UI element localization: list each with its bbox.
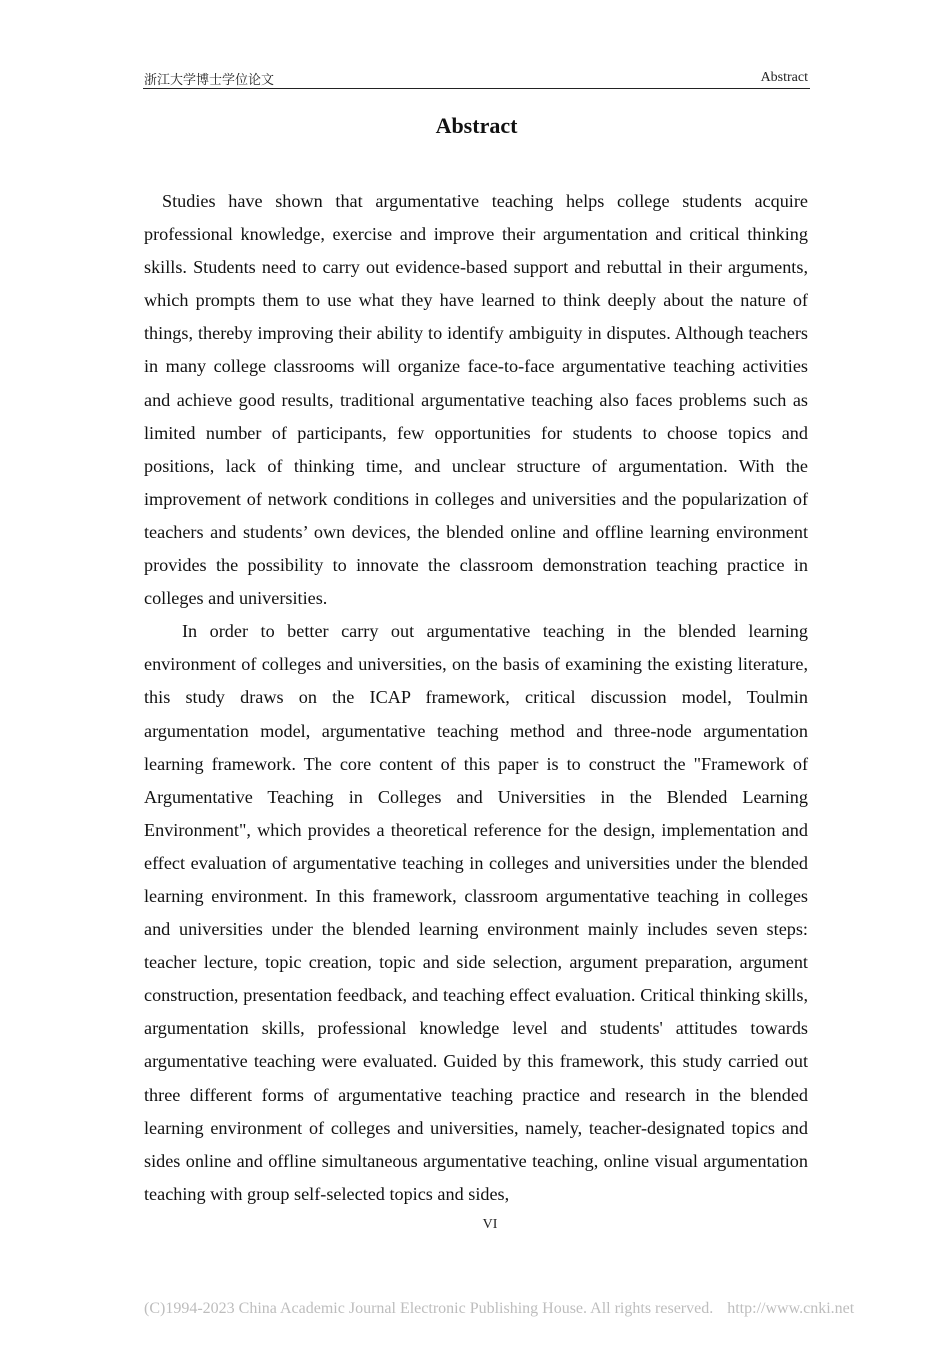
abstract-paragraph-1: Studies have shown that argumentative teaching helps college students acquire professional knowledge, exercise and improve their argumentation and critical thinking skills. Students need to carry out evidence-based support and rebuttal in their arguments, which prompts them to use what they have learned to think deeply about the nature of things, thereby improving their ability to identify ambiguity in disputes. Although teachers in many college classrooms will organize face-to-face argumentative teaching activities and achieve good results, traditional argumentative teaching also faces problems such as limited number of participants, few opportunities for students to choose topics and positions, lack of thinking time, and unclear structure of argumentation. With the improvement of network conditions in colleges and universities and the popularization of teachers and students’ own devices, the blended online and offline learning environment provides the possibility to innovate the classroom demonstration teaching practice in colleges and universities.: [144, 191, 808, 609]
copyright-footer: [144, 1300, 854, 1318]
abstract-paragraph-2: In order to better carry out argumentative teaching in the blended learning environment of colleges and universities, on the basis of examining the existing literature, this study draws on the ICAP framework, critical discussion model, Toulmin argumentation model, argumentative teaching method and three-node argumentation learning framework. The core content of this paper is to construct the "Framework of Argumentative Teaching in Colleges and Universities in the Blended Learning Environment", which provides a theoretical reference for the design, implementation and effect evaluation of argumentative teaching in colleges and universities under the blended learning environment. In this framework, classroom argumentative teaching in colleges and universities under the blended learning environment mainly includes seven steps: teacher lecture, topic creation, topic and side selection, argument preparation, argument construction, presentation feedback, and teaching effect evaluation. Critical thinking skills, argumentation skills, professional knowledge level and students' attitudes towards argumentative teaching were evaluated. Guided by this framework, this study carried out three different forms of argumentative teaching practice and research in the blended learning environment of colleges and universities, namely, teacher-designated topics and sides online and offline simultaneous argumentative teaching, online visual argumentation teaching with group self-selected topics and sides,: [144, 621, 808, 1204]
running-header-thesis-title: 浙江大学博士学位论文: [144, 73, 275, 88]
abstract-body: [144, 185, 808, 1211]
page-number: VI: [482, 1217, 498, 1232]
page-title: Abstract: [435, 113, 518, 138]
footer-url: http://www.cnki.net: [727, 1300, 855, 1317]
running-header-section: Abstract: [760, 70, 808, 85]
header-divider: [143, 88, 810, 89]
copyright-text: (C)1994-2023 China Academic Journal Electronic Publishing House. All rights reserved.: [144, 1300, 714, 1317]
